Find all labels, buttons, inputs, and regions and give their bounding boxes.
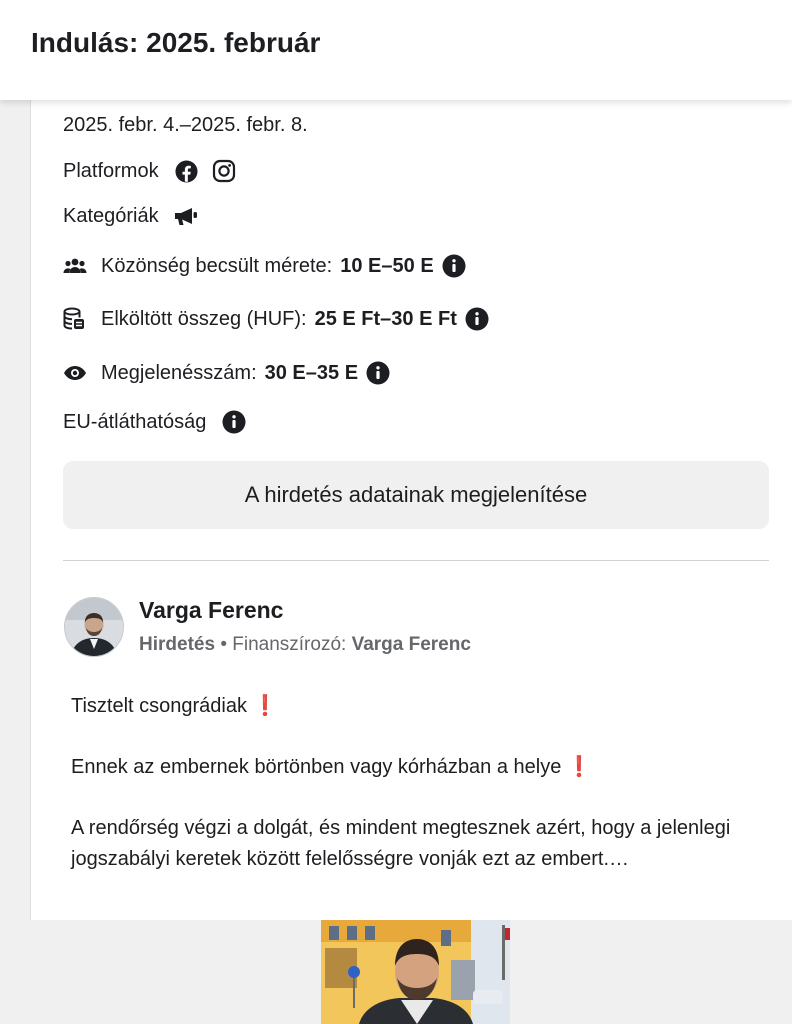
spend-label: Elköltött összeg (HUF): — [101, 307, 307, 330]
author-name[interactable]: Varga Ferenc — [139, 597, 284, 623]
spend-value: 25 E Ft–30 E Ft — [314, 307, 457, 330]
categories-label: Kategóriák — [63, 205, 159, 227]
date-range-row — [63, 114, 308, 137]
coins-icon — [63, 307, 91, 331]
exclamation-icon: ❗ — [566, 756, 592, 778]
ad-card — [30, 100, 792, 920]
people-icon — [63, 257, 91, 275]
avatar[interactable] — [64, 597, 124, 657]
eu-transparency-row — [63, 410, 246, 434]
exclamation-icon: ❗ — [252, 695, 278, 717]
audience-label: Közönség becsült mérete: — [101, 254, 333, 277]
post-text: Ennek az embernek börtönben vagy kórházban a helye — [71, 756, 562, 778]
categories-row — [63, 205, 199, 228]
info-icon[interactable] — [465, 307, 489, 331]
post-paragraph-3: A rendőrség végzi a dolgát, és mindent megtesznek azért, hogy a jelenlegi jogszabályi keretek között felelősségre vonják ezt az embert.… — [71, 817, 731, 870]
post-line-2 — [71, 752, 751, 783]
facebook-icon — [175, 160, 198, 183]
impressions-row — [63, 361, 390, 385]
funded-by-label: Finanszírozó: — [232, 634, 347, 655]
impressions-label: Megjelenésszám: — [101, 361, 257, 384]
ad-meta — [139, 634, 471, 656]
platforms-label: Platformok — [63, 159, 159, 182]
audience-value: 10 E–50 E — [340, 254, 434, 277]
divider — [63, 560, 769, 561]
platforms-row — [63, 159, 236, 183]
info-icon[interactable] — [442, 254, 466, 278]
info-icon[interactable] — [366, 361, 390, 385]
megaphone-icon — [173, 206, 199, 228]
audience-row — [63, 254, 466, 278]
eye-icon — [63, 365, 91, 381]
top-bar — [0, 0, 792, 100]
post-line-1 — [71, 691, 751, 722]
separator-dot: • — [220, 634, 227, 655]
eu-transparency-label: EU-átláthatóság — [63, 410, 207, 433]
post-text: Tisztelt csongrádiak — [71, 695, 247, 717]
date-range: 2025. febr. 4.–2025. febr. 8. — [63, 114, 308, 136]
spend-row — [63, 307, 489, 331]
funded-by-name[interactable]: Varga Ferenc — [351, 634, 471, 655]
show-ad-details-button[interactable]: A hirdetés adatainak megjelenítése — [63, 461, 769, 529]
ad-label: Hirdetés — [139, 634, 216, 655]
impressions-value: 30 E–35 E — [264, 361, 359, 384]
info-icon[interactable] — [222, 410, 246, 434]
instagram-icon — [212, 159, 236, 183]
page-title: Indulás: 2025. február — [31, 27, 321, 58]
ad-image[interactable] — [321, 920, 510, 1024]
